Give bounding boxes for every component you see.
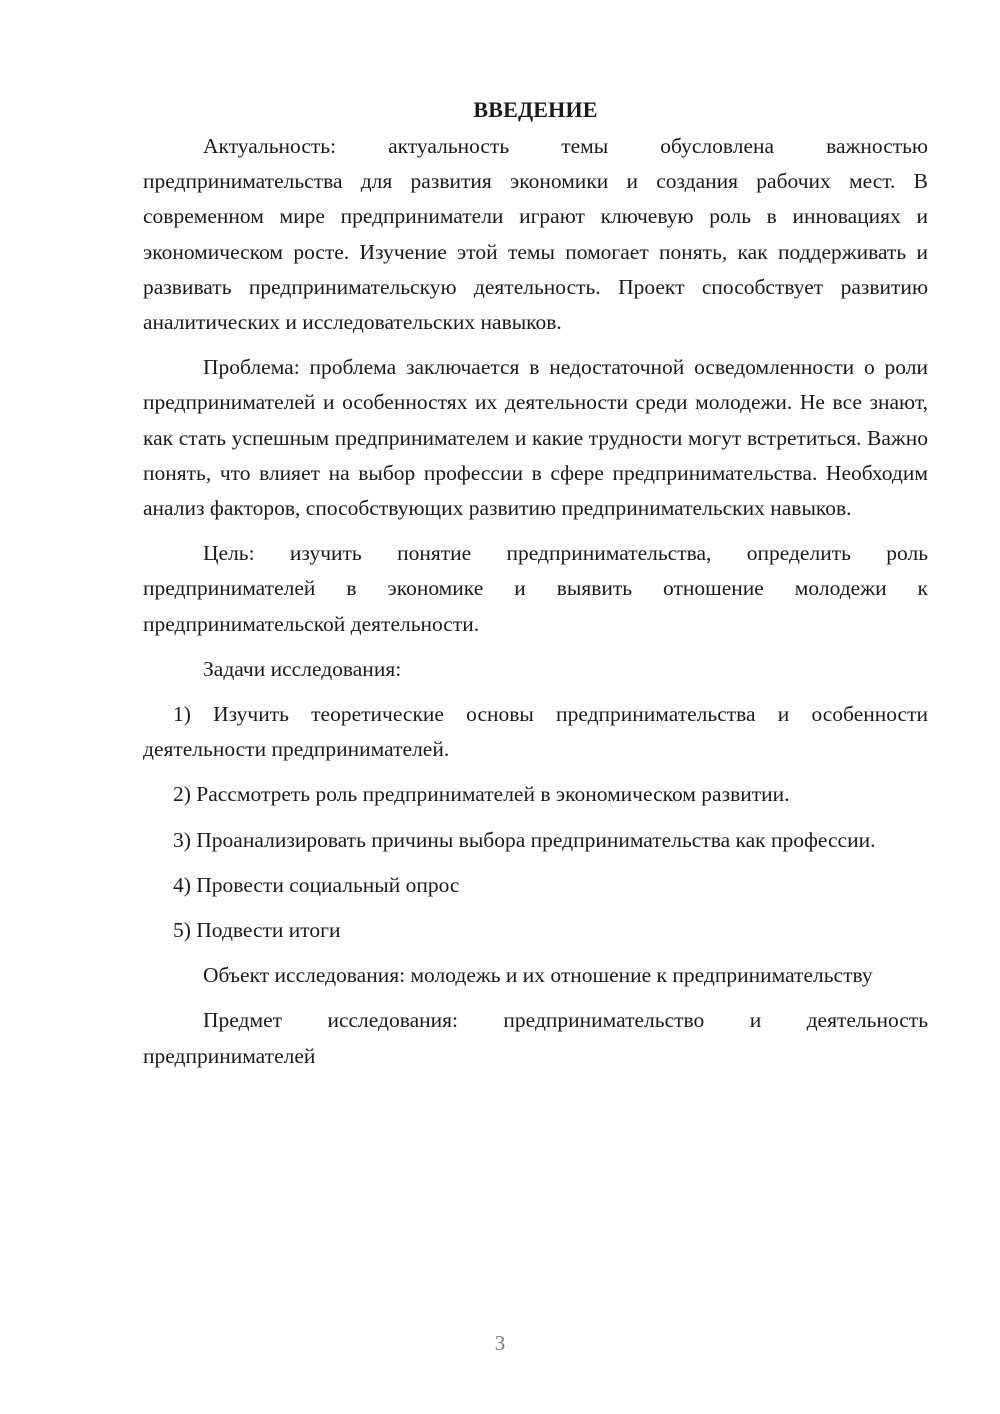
document-page — [143, 92, 928, 1084]
goal-paragraph: Цель: изучить понятие предпринимательства, определить роль предпринимателей в экономике и выявить отношение молодежи к предпринимательской деятельности. — [143, 541, 928, 636]
task-item-4: 4) Провести социальный опрос — [173, 872, 460, 897]
task-item-3: 3) Проанализировать причины выбора предпринимательства как профессии. — [173, 827, 876, 852]
page-title: ВВЕДЕНИЕ — [473, 97, 598, 122]
problem-paragraph: Проблема: проблема заключается в недостаточной осведомленности о роли предпринимателей и особенностях их деятельности среди молодежи. Не все знают, как стать успешным предпринимателем и какие трудности могут встретиться. Важно понять, что влияет на выбор профессии в сфере предпринимательства. Необходим анализ факторов, способствующих развитию предпринимательских навыков. — [143, 355, 928, 521]
tasks-heading: Задачи исследования: — [203, 656, 402, 681]
research-subject-paragraph: Предмет исследования: предпринимательство и деятельность предпринимателей — [143, 1008, 928, 1068]
task-item-1: 1) Изучить теоретические основы предпринимательства и особенности деятельности предпринимателей. — [143, 702, 928, 762]
task-item-5: 5) Подвести итоги — [173, 918, 341, 943]
relevance-paragraph: Актуальность: актуальность темы обусловлена важностью предпринимательства для развития экономики и создания рабочих мест. В современном мире предприниматели играют ключевую роль в инновациях и экономическом росте. Изучение этой темы помогает понять, как поддерживать и развивать предпринимательскую деятельность. Проект способствует развитию аналитических и исследовательских навыков. — [143, 134, 928, 335]
task-item-2: 2) Рассмотреть роль предпринимателей в экономическом развитии. — [173, 782, 790, 807]
page-number: 3 — [494, 1331, 506, 1355]
research-object-paragraph: Объект исследования: молодежь и их отношение к предпринимательству — [203, 963, 873, 988]
